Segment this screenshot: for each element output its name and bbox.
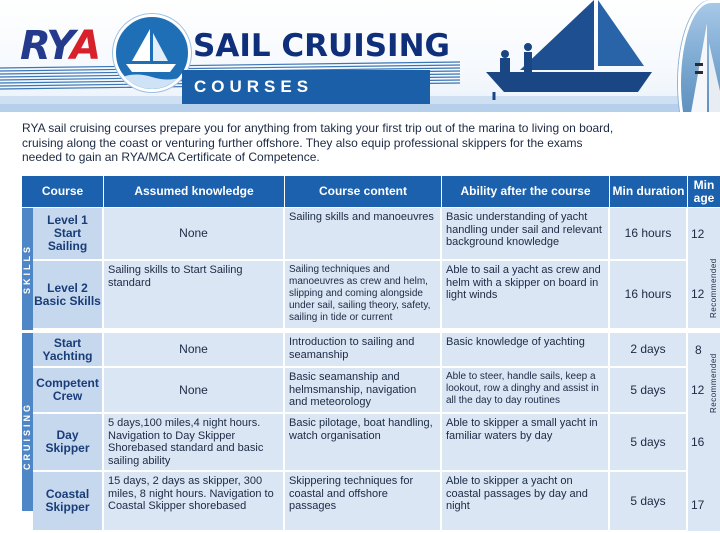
ability-after: Able to skipper a small yacht in familiar waters by day [442,414,610,472]
min-duration: 16 hours [610,208,688,261]
course-name: Level 2 Basic Skills [33,261,104,330]
course-name: Level 1 Start Sailing [33,208,104,261]
ability-after: Basic knowledge of yachting [442,333,610,368]
assumed-knowledge: 15 days, 2 days as skipper, 300 miles, 8 night hours. Navigation to Coastal Skipper shorebased [104,472,285,532]
assumed-knowledge: Sailing skills to Start Sailing standard [104,261,285,330]
ability-after: Able to sail a yacht as crew and helm with a skipper on board in light winds [442,261,610,330]
col-content: Course content [285,176,442,207]
min-age: 12 [691,287,705,301]
course-name: Start Yachting [33,333,104,368]
min-duration: 16 hours [610,261,688,330]
min-age: 12 [691,383,705,397]
assumed-knowledge: 5 days,100 miles,4 night hours. Navigation to Day Skipper Shorebased standard and basic sailing ability [104,414,285,472]
col-ability: Ability after the course [442,176,610,207]
section-sidebar [22,208,33,330]
table-row [33,368,720,414]
course-name: Coastal Skipper [33,472,104,532]
min-duration: 5 days [610,472,688,532]
section-label: SKILLS [22,244,32,295]
course-name: Day Skipper [33,414,104,472]
min-age: 16 [691,435,705,449]
min-age-column [688,333,720,533]
yacht-silhouette-icon [460,0,660,112]
course-content: Introduction to sailing and seamanship [285,333,442,368]
ability-after: Able to steer, handle sails, keep a lookout, row a dinghy and assist in all the day to day routines [442,368,610,414]
table-row [33,261,720,330]
col-knowledge: Assumed knowledge [104,176,285,207]
min-age: 17 [691,498,705,512]
min-duration: 5 days [610,368,688,414]
col-age: Min age [693,177,715,205]
recommended-note: Recommended [709,353,718,413]
table-row [33,472,720,532]
min-age-column [688,208,720,330]
min-age: 12 [691,227,705,241]
ability-after: Able to skipper a yacht on coastal passages by day and night [442,472,610,532]
rya-logo: RYA [20,23,101,69]
course-content: Sailing techniques and manoeuvres as crew and helm, slipping and coming alongside under sail, sailing theory, safety, sailing in tide or current [285,261,442,330]
min-age: 8 [695,343,702,357]
sailing-emblem-icon [113,14,191,92]
table-row [33,208,720,261]
assumed-knowledge: None [104,333,285,368]
table-row [33,414,720,472]
header-banner [0,0,720,112]
section-cruising [22,333,720,514]
table-row [33,333,720,368]
ability-after: Basic understanding of yacht handling under sail and relevant background knowledge [442,208,610,261]
col-duration: Min duration [610,176,688,207]
subtitle-bar [182,70,430,104]
course-content: Basic pilotage, boat handling, watch organisation [285,414,442,472]
course-name: Competent Crew [33,368,104,414]
min-duration: 2 days [610,333,688,368]
course-content: Skippering techniques for coastal and offshore passages [285,472,442,532]
assumed-knowledge: None [104,208,285,261]
intro-paragraph: RYA sail cruising courses prepare you for anything from taking your first trip out of the marina to living on board, cruising along the coast or venturing further offshore. They also equip professional skippers for the exams needed to gain an RYA/MCA Certificate of Competence. [22,121,614,164]
course-content: Sailing skills and manoeuvres [285,208,442,261]
assumed-knowledge: None [104,368,285,414]
section-skills [22,208,720,330]
page-subtitle: COURSES [194,77,314,96]
recommended-note: Recommended [709,258,718,318]
col-course: Course [22,176,104,207]
page-title: SAIL CRUISING [193,28,450,64]
section-label: CRUISING [22,402,32,471]
min-duration: 5 days [610,414,688,472]
table-header [22,176,720,207]
course-content: Basic seamanship and helmsmanship, navigation and meteorology [285,368,442,414]
section-sidebar [22,333,33,511]
